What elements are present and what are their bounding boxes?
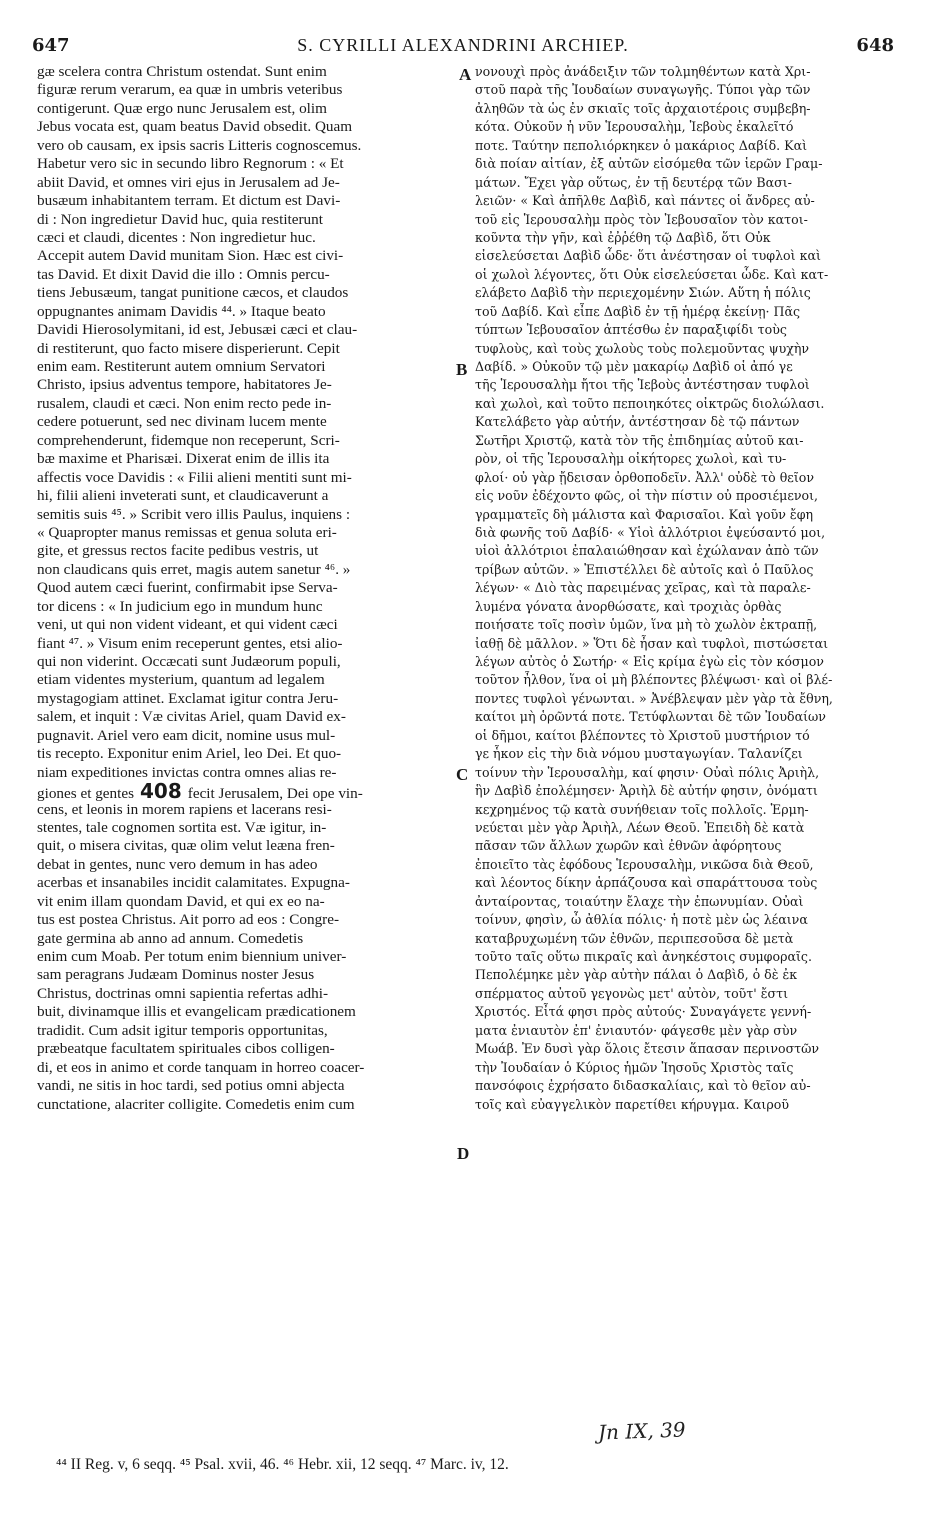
greek-line: Πεπολέμηκε μὲν γὰρ αὐτὴν πάλαι ὁ Δαβὶδ, ὁ δὲ ἐκ xyxy=(475,967,798,983)
latin-line: Habetur vero sic in secundo libro Regnorum : « Et xyxy=(37,155,344,173)
latin-line: vero ob causam, ex ipsis sacris Litteris cognoscemus. xyxy=(37,136,362,154)
greek-line: τὴν Ἰουδαίαν ὁ Κύριος ἡμῶν Ἰησοῦς Χριστὸς ταῖς xyxy=(475,1059,794,1075)
running-title: S. CYRILLI ALEXANDRINI ARCHIEP. xyxy=(297,35,629,55)
greek-line: εἰς νοῦν ἐδέχοντο φῶς, οἱ τὴν πίστιν οὐ προσιέμενοι, xyxy=(475,488,819,504)
latin-line: Christus, doctrinas omni sapientia refertas adhi- xyxy=(37,984,329,1002)
latin-line: tis recepto. Exponitur enim Ariel, leo Dei. Et quo- xyxy=(37,745,342,763)
latin-line: contigerunt. Quæ ergo nunc Jerusalem est, olim xyxy=(37,99,327,117)
latin-line: di, et eos in animo et corde tanquam in horreo coacer- xyxy=(37,1058,365,1076)
footnotes: ⁴⁴ II Reg. v, 6 seqq. ⁴⁵ Psal. xvii, 46. ⁴⁶ Hebr. xii, 12 seqq. ⁴⁷ Marc. iv, 12. xyxy=(56,1456,509,1473)
greek-line: ἀνταίροντας, τοιαύτην ἔλαχε τὴν ἐπωνυμίαν. Οὐαὶ xyxy=(475,893,804,909)
latin-line: comprehenderunt, fidemque non receperunt, Scri- xyxy=(37,431,340,449)
latin-line: qui non viderint. Occæcati sunt Judæorum populi, xyxy=(37,653,341,670)
latin-line: vandi, ne sitis in hoc tardi, sed potius omni abjecta xyxy=(37,1077,345,1095)
page-number-right: 648 xyxy=(856,35,894,56)
greek-line: καταβρυχωμένη τῶν ἐθνῶν, περιπεσοῦσα δὲ μετὰ xyxy=(475,930,794,946)
greek-line: εἰσελεύσεται Δαβὶδ ὧδε· ὅτι ἀνέστησαν οἱ τυφλοὶ καὶ xyxy=(475,248,821,264)
greek-line: διὰ φωνῆς τοῦ Δαβίδ· « Υἱοὶ ἀλλότριοι ἐψεύσαντό μοι, xyxy=(475,524,826,540)
greek-line: καὶ λέοντος δίκην ἁρπάζουσα καὶ σπαράττουσα τοὺς xyxy=(475,875,818,891)
column-number: 408 xyxy=(140,782,182,801)
latin-line: hi, filii alieni inveterati sunt, et claudicaverunt a xyxy=(37,487,329,505)
latin-line: rusalem, claudi et cæci. Non enim recto pede in- xyxy=(37,394,332,412)
latin-line: enim cum Moab. Per totum enim biennium univer- xyxy=(37,948,347,965)
latin-line: di restiterunt, quo facto misere disperierunt. Cepit xyxy=(37,339,340,357)
latin-line: di : Non ingredietur David huc, quia restiterunt xyxy=(37,210,323,228)
latin-line: sam peragrans Judæam Dominus noster Jesus xyxy=(37,966,315,984)
page-number-left: 647 xyxy=(32,35,70,56)
greek-line: λέγων· « Διὸ τὰς παρειμένας χεῖρας, καὶ τὰ παραλε- xyxy=(475,580,811,596)
latin-line: præbeatque facultatem spirituales cibos colligen- xyxy=(37,1040,335,1058)
latin-line: tiens Jebusæum, tangat punitione cæcos, et claudos xyxy=(37,284,349,302)
greek-line: ἐποιεῖτο τὰς ἐφόδους Ἱερουσαλὴμ, νικῶσα διὰ Θεοῦ, xyxy=(475,856,814,872)
margin-marker-d: D xyxy=(457,1144,470,1163)
latin-line: Accepit autem David munitam Sion. Hæc est civi- xyxy=(37,247,344,265)
greek-line: στοῦ παρὰ τῆς Ἰουδαίων συναγωγῆς. Τύποι γὰρ τῶν xyxy=(475,82,811,98)
greek-line: φλοί· οὐ γὰρ ᾔδεισαν ὀρθοποδεῖν. Ἀλλ' οὐδὲ τὸ θεῖον xyxy=(475,469,815,485)
greek-line: ματα ἐνιαυτὸν ἐπ' ἐνιαυτόν· φάγεσθε μὲν γὰρ σὺν xyxy=(475,1022,798,1038)
latin-line-text: giones et gentes xyxy=(37,785,135,801)
greek-line: ποντες τυφλοὶ γένωνται. » Ἀνέβλεψαν μὲν γὰρ τὰ ἔθνη, xyxy=(475,690,833,706)
greek-line: καὶ χωλοὶ, καὶ τοῦτο πεποιηκότες οἰκτρῶς διολώλασι. xyxy=(475,395,825,411)
greek-line: τῆς Ἱερουσαλὴμ ἤτοι τῆς Ἰεβοὺς ἀντέστησαν τυφλοὶ xyxy=(475,377,810,393)
greek-line: πᾶσαν τῶν ἄλλων χωρῶν καὶ ἐθνῶν ἀφόρητους xyxy=(475,838,782,854)
latin-line: figuræ rerum verarum, ea quæ in umbris veteribus xyxy=(37,81,343,99)
greek-line: τοῦ εἰς Ἱερουσαλὴμ πρὸς τὸν Ἰεβουσαῖον τὸν κατοι- xyxy=(475,211,808,227)
margin-marker-b: B xyxy=(456,360,468,379)
greek-line: ποιήσατε τοῖς ποσὶν ὑμῶν, ἵνα μὴ τὸ χωλὸν ἐκτραπῇ, xyxy=(475,617,818,633)
greek-line: πανσόφοις ἐχρήσατο διδασκαλίαις, καὶ τὸ θεῖον αὐ- xyxy=(475,1078,811,1094)
running-header xyxy=(32,35,894,59)
latin-line: non claudicans quis erret, magis autem sanetur ⁴⁶. » xyxy=(37,560,351,578)
greek-line: τρίβων αὐτῶν. » Ἐπιστέλλει δὲ αὐτοῖς καὶ ὁ Παῦλος xyxy=(475,561,814,577)
latin-line: Jebus vocata est, quam beatus David obsedit. Quam xyxy=(37,118,353,136)
margin-marker-c: C xyxy=(456,765,469,784)
greek-line: νεύεται μὲν γὰρ Ἀριὴλ, Λέων Θεοῦ. Ἐπειδὴ δὲ κατὰ xyxy=(475,819,805,835)
greek-line: ελάβετο Δαβὶδ τὴν περιεχομένην Σιών. Αὕτη ἡ πόλις xyxy=(475,285,811,301)
latin-line: « Quapropter manus remissas et genua soluta eri- xyxy=(37,523,337,541)
latin-line: cedere potuerunt, sed nec divinam lucem mente xyxy=(37,413,327,431)
latin-line: gite, et gressus rectos facite pedibus vestris, ut xyxy=(37,542,319,560)
greek-line: τοῦ Δαβίδ. Καὶ εἶπε Δαβὶδ ἐν τῇ ἡμέρᾳ ἐκείνῃ· Πᾶς xyxy=(475,303,801,319)
latin-line: cæci et claudi, dicentes : Non ingredietur huc. xyxy=(37,228,316,246)
greek-line: σπέρματος αὐτοῦ γεγονὼς μετ' αὐτὸν, τοῦτ' ἔστι xyxy=(475,985,789,1001)
greek-line: κότα. Οὐκοῦν ἡ νῦν Ἱερουσαλὴμ, Ἰεβοὺς ἐκαλεῖτό xyxy=(475,119,794,135)
greek-line: καίτοι μὴ ὁρῶντά ποτε. Τετύφλωνται δὲ τῶν Ἰουδαίων xyxy=(475,709,826,725)
greek-line: τύπτων Ἰεβουσαῖον ἁπτέσθω ἐν παραξιφίδι τοὺς xyxy=(475,322,787,338)
latin-line: cens, et leonis in morem rapiens et lacerans resi- xyxy=(37,800,332,818)
greek-line: ρὸν, οἱ τῆς Ἱερουσαλὴμ οἰκήτορες χωλοὶ, καὶ τυ- xyxy=(475,451,787,467)
latin-line: tas David. Et dixit David die illo : Omnis percu- xyxy=(37,265,330,283)
latin-line: acerbas et insanabiles incidit calamitates. Expugna- xyxy=(37,874,350,892)
greek-line: τοῖς καὶ εὐαγγελικὸν παρετίθει κήρυγμα. Καιροῦ xyxy=(475,1096,790,1112)
handwritten-note: Jn IX, 39 xyxy=(597,1417,686,1445)
greek-line: γε ἧκον εἰς τὴν διὰ νόμου μυσταγωγίαν. Ταλανίζει xyxy=(475,746,803,762)
greek-line: νονουχὶ πρὸς ἀνάδειξιν τῶν τολμηθέντων κατὰ Χρι- xyxy=(475,64,811,79)
latin-line: abiit David, et omnes viri ejus in Jerusalem ad Je- xyxy=(37,173,340,191)
latin-line: veni, ut qui non vident videant, et qui vident cæci xyxy=(37,616,338,634)
greek-line: Σωτῆρι Χριστῷ, κατὰ τὸν τῆς ἐπιδημίας αὐτοῦ και- xyxy=(475,432,804,448)
greek-line: οἱ χωλοὶ λέγοντες, ὅτι Οὐκ εἰσελεύσεται ὧδε. Καὶ κατ- xyxy=(475,266,829,282)
greek-line: λυμένα γόνατα ἀνορθώσατε, καὶ τροχιὰς ὀρθὰς xyxy=(475,598,782,614)
greek-line: λειῶν· « Καὶ ἀπῆλθε Δαβὶδ, καὶ πάντες οἱ ἄνδρες αὐ- xyxy=(475,193,815,209)
greek-line: ἰαθῇ δὲ μᾶλλον. » Ὅτι δὲ ἦσαν καὶ τυφλοὶ, πιστώσεται xyxy=(475,635,829,651)
greek-line: γραμματεῖς δὴ μάλιστα καὶ Φαρισαῖοι. Καὶ γοῦν ἔφη xyxy=(475,506,814,522)
greek-line: κοῦντα τὴν γῆν, καὶ ἐῤῥέθη τῷ Δαβὶδ, ὅτι Οὐκ xyxy=(475,229,771,245)
greek-line: υἱοὶ ἀλλότριοι ἐπαλαιώθησαν καὶ ἐχώλαναν ἀπὸ τῶν xyxy=(475,543,819,559)
greek-line: Δαβίδ. » Οὐκοῦν τῷ μὲν μακαρίῳ Δαβὶδ οἱ ἀπό γε xyxy=(475,359,793,374)
latin-line: quit, o misera civitas, quæ olim velut leæna fren- xyxy=(37,837,335,855)
latin-line: enim eam. Restiterunt autem omnium Servatori xyxy=(37,358,326,375)
latin-line: pugnavit. Ariel vero eam dicit, nomine usus mul- xyxy=(37,726,336,744)
latin-line: niam expeditiones invictas contra omnes alias re- xyxy=(37,763,337,781)
greek-line: κεχρημένος τῷ κατὰ συνήθειαν τοῖς πολλοῖς. Ἑρμη- xyxy=(475,801,809,817)
latin-line: affectis voce Davidis : « Filii alieni mentiti sunt mi- xyxy=(37,468,352,486)
latin-line: mystagogiam attinet. Exclamat igitur contra Jeru- xyxy=(37,689,339,707)
latin-line xyxy=(37,782,455,800)
latin-line: semitis suis ⁴⁵. » Scribit vero illis Paulus, inquiens : xyxy=(37,505,351,523)
latin-line: etiam videntes mysterium, quantum ad legalem xyxy=(37,671,325,689)
greek-line: Χριστός. Εἶτά φησι πρὸς αὐτούς· Συναγάγετε γεννή- xyxy=(475,1004,812,1020)
latin-line: fiant ⁴⁷. » Visum enim receperunt gentes, etsi alio- xyxy=(37,634,343,652)
margin-marker-a: A xyxy=(459,65,472,84)
latin-line: Christo, ipsius adventus tempore, habitatores Je- xyxy=(37,376,332,394)
latin-line: bæ maxime et Pharisæi. Dixerat enim de illis ita xyxy=(37,450,330,468)
greek-line: λέγων αὐτὸς ὁ Σωτήρ· « Εἰς κρίμα ἐγὼ εἰς τὸν κόσμον xyxy=(475,654,824,669)
latin-line: salem, et inquit : Væ civitas Ariel, quam David ex- xyxy=(37,708,346,726)
greek-line: τοῦτο ταῖς οὕτω πικραῖς καὶ ἀνηκέστοις συμφοραῖς. xyxy=(475,949,812,964)
greek-line: Κατελάβετο γὰρ αὐτήν, ἀντέστησαν δὲ τῷ πάντων xyxy=(475,414,800,430)
latin-line: stentes, tale cognomen sortita est. Væ igitur, in- xyxy=(37,818,327,836)
latin-line: busæum inhabitantem terram. Et dictum est Davi- xyxy=(37,192,341,210)
greek-line: οἱ δῆμοι, καίτοι βλέποντες τὸ Χριστοῦ μυστήριον τό xyxy=(475,727,810,743)
greek-line: ἣν Δαβὶδ ἐπολέμησεν· Ἀριὴλ δὲ αὐτήν φησιν, ὀνόματι xyxy=(475,783,818,799)
latin-line: cunctatione, alacriter colligite. Comedetis enim cum xyxy=(37,1095,355,1113)
latin-line: Quod autem cæci fuerint, confirmabit ipse Serva- xyxy=(37,579,338,597)
latin-column xyxy=(37,63,455,1114)
latin-line: gæ scelera contra Christum ostendat. Sunt enim xyxy=(37,63,327,80)
latin-line: tradidit. Cum adsit igitur temporis opportunitas, xyxy=(37,1021,328,1039)
latin-line: Davidi Hierosolymitani, id est, Jebusæi cæci et clau- xyxy=(37,321,358,339)
greek-line: τοῦτον ἦλθον, ἵνα οἱ μὴ βλέποντες βλέψωσι· καὶ οἱ βλέ- xyxy=(475,672,833,688)
greek-line: τοίνυν τὴν Ἱερουσαλὴμ, καί φησιν· Οὐαὶ πόλις Ἀριὴλ, xyxy=(475,764,820,780)
latin-line: tus est postea Christus. Ait porro ad eos : Congre- xyxy=(37,911,340,929)
greek-line: τοίνυν, φησὶν, ὦ ἀθλία πόλις· ἡ ποτὲ μὲν ὡς λέαινα xyxy=(475,912,808,928)
latin-line: gate germina ab anno ad annum. Comedetis xyxy=(37,929,304,947)
latin-line: buit, divinamque illis et evangelicam prædicationem xyxy=(37,1003,356,1021)
greek-line: μάτων. Ἔχει γὰρ οὕτως, ἐν τῇ δευτέρᾳ τῶν Βασι- xyxy=(475,174,792,190)
greek-line: Μωάβ. Ἐν δυσὶ γὰρ ὅλοις ἔτεσιν ἅπασαν περινοστῶν xyxy=(475,1041,820,1057)
greek-line: διὰ ποίαν αἰτίαν, ἐξ αὐτῶν εἰσόμεθα τῶν ἱερῶν Γραμ- xyxy=(475,156,823,172)
latin-line: tor dicens : « In judicium ego in mundum hunc xyxy=(37,597,323,615)
latin-line: debat in gentes, nunc vero demum in has adeo xyxy=(37,855,318,873)
latin-line: oppugnantes animam Davidis ⁴⁴. » Itaque beato xyxy=(37,302,326,320)
greek-line: ἀληθῶν τὰ ὡς ἐν σκιαῖς τοῖς ἀρχαιοτέροις συμβεβη- xyxy=(475,100,811,116)
greek-line: ποτε. Ταύτην πεπολιόρκηκεν ὁ μακάριος Δαβίδ. Καὶ xyxy=(475,137,808,153)
greek-column xyxy=(475,63,893,1114)
greek-line: τυφλοὺς, καὶ τοὺς χωλοὺς τοὺς πολεμοῦντας ψυχὴν xyxy=(475,340,810,356)
latin-line: vit enim illam quondam David, et qui ex eo na- xyxy=(37,892,325,910)
latin-line-text: fecit Jerusalem, Dei ope vin- xyxy=(187,785,363,801)
